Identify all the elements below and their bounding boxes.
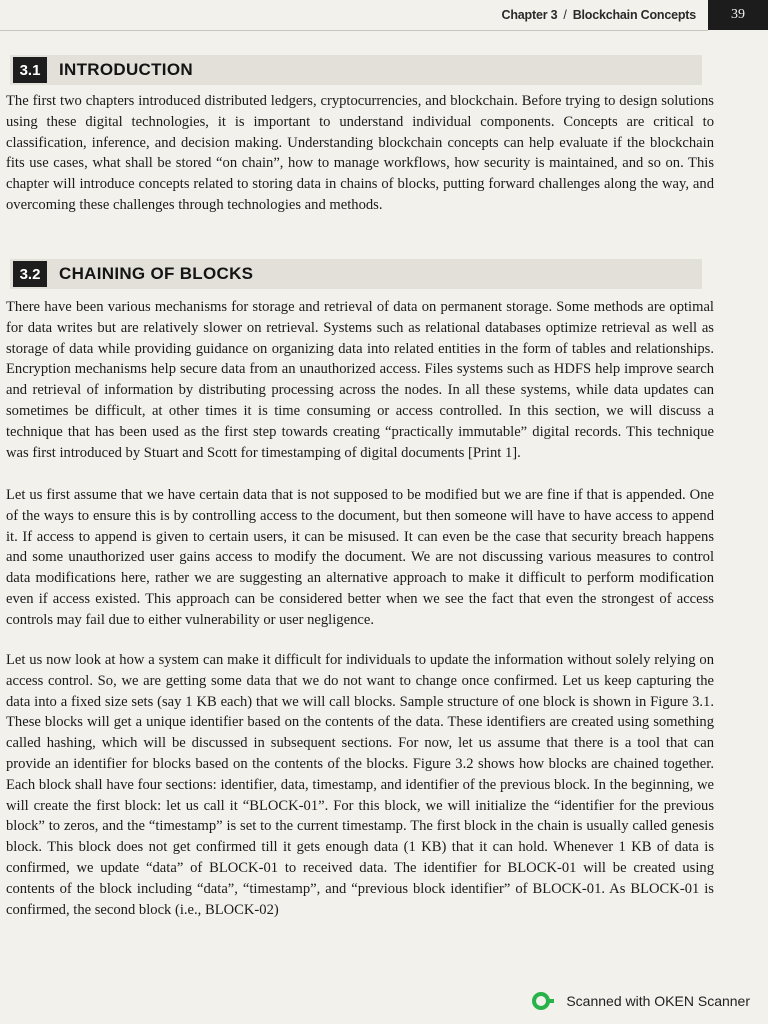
paragraph: Let us first assume that we have certain data that is not supposed to be modified but we are fine if that is appended. One of the ways to ensure this is by controlling access to the document, but then someone will have to have access to append it. If access to append is given to certain users, it can be misused. It can even be the case that security breach happens and some unauthorized user gains access to modify the document. We are not discussing various measures to control data modifications here, rather we are suggesting an alternative approach to make it difficult to perform modification even if access existed. This approach can be considered better when we see the fact that even the strongest of access controls may fail due to either vulnerability or user negligence.: [6, 487, 714, 628]
chapter-label: Chapter 3: [501, 8, 558, 22]
section-title: INTRODUCTION: [59, 60, 193, 79]
scanner-watermark: [532, 992, 750, 1010]
paragraph: The first two chapters introduced distributed ledgers, cryptocurrencies, and blockchain. Before trying to design solutions using these digital technologies, it is important to understand individual components. Concepts are critical to classification, inference, and decision making. Understanding blockchain concepts can help evaluate if the blockchain fits use cases, what shall be stored “on chain”, how to manage workflows, how security is maintained, and so on. This chapter will introduce concepts related to storing data in chains of blocks, putting forward challenges along the way, and overcoming these challenges through technologies and methods.: [6, 93, 714, 213]
chapter-title: Blockchain Concepts: [572, 8, 696, 22]
page-number: 39: [708, 0, 768, 30]
header-rule: [0, 30, 708, 31]
scanner-label: Scanned with OKEN Scanner: [566, 993, 750, 1009]
header-separator: /: [563, 8, 567, 22]
running-header-text: [502, 8, 708, 22]
section-heading-chaining-of-blocks: [10, 259, 702, 289]
section-number: 3.1: [13, 57, 47, 83]
paragraph: Let us now look at how a system can make it difficult for individuals to update the information without solely relying on access control. So, we are getting some data that we do not want to change once confirmed. Let us keep capturing the data into a fixed size sets (say 1 KB each) that we will call blocks. Sample structure of one block is shown in Figure 3.1. These blocks will get a unique identifier based on the contents of the data. These identifiers are created using something called hashing, which will be discussed in subsequent sections. For now, let us assume that there is a tool that can provide an identifier for blocks based on the contents of the blocks. Figure 3.2 shows how blocks are chained together. Each block shall have four sections: identifier, data, timestamp, and identifier of the previous block. In the beginning, we will create the first block: let us call it “BLOCK-01”. For this block, we will initialize the “identifier for the previous block” to zeros, and the “timestamp” is set to the current timestamp. The first block in the chain is usually called genesis block. This block does not get confirmed till it gets enough data (1 KB) that it can hold. Whenever 1 KB of data is confirmed, we update “data” of BLOCK-01 to received data. The identifier for BLOCK-01 will be created using contents of the block including “data”, “timestamp”, and “previous block identifier” of BLOCK-01. As BLOCK-01 is confirmed, the second block (i.e., BLOCK-02): [6, 652, 714, 918]
section-title: CHAINING OF BLOCKS: [59, 264, 254, 283]
section-heading-introduction: [10, 55, 702, 85]
section-number: 3.2: [13, 261, 47, 287]
oken-scanner-logo-icon: [532, 992, 550, 1010]
running-header: [502, 0, 768, 30]
paragraph: There have been various mechanisms for storage and retrieval of data on permanent storage. Some methods are optimal for data writes but are relatively slower on retrieval. Systems such as relational databases optimize retrieval as well as storage of data while providing guidance on organizing data into related entities in the form of tables and relationships. Encryption mechanisms help secure data from an unauthorized access. Files systems such as HDFS help improve search and retrieval of information by distributing processing across the nodes. In all these systems, while data updates can sometimes be difficult, at other times it is time consuming or access controlled. In this section, we will discuss a technique that has been used as the first step towards creating “practically immutable” digital records. This technique was first introduced by Stuart and Scott for timestamping of digital documents [Print 1].: [6, 299, 714, 461]
